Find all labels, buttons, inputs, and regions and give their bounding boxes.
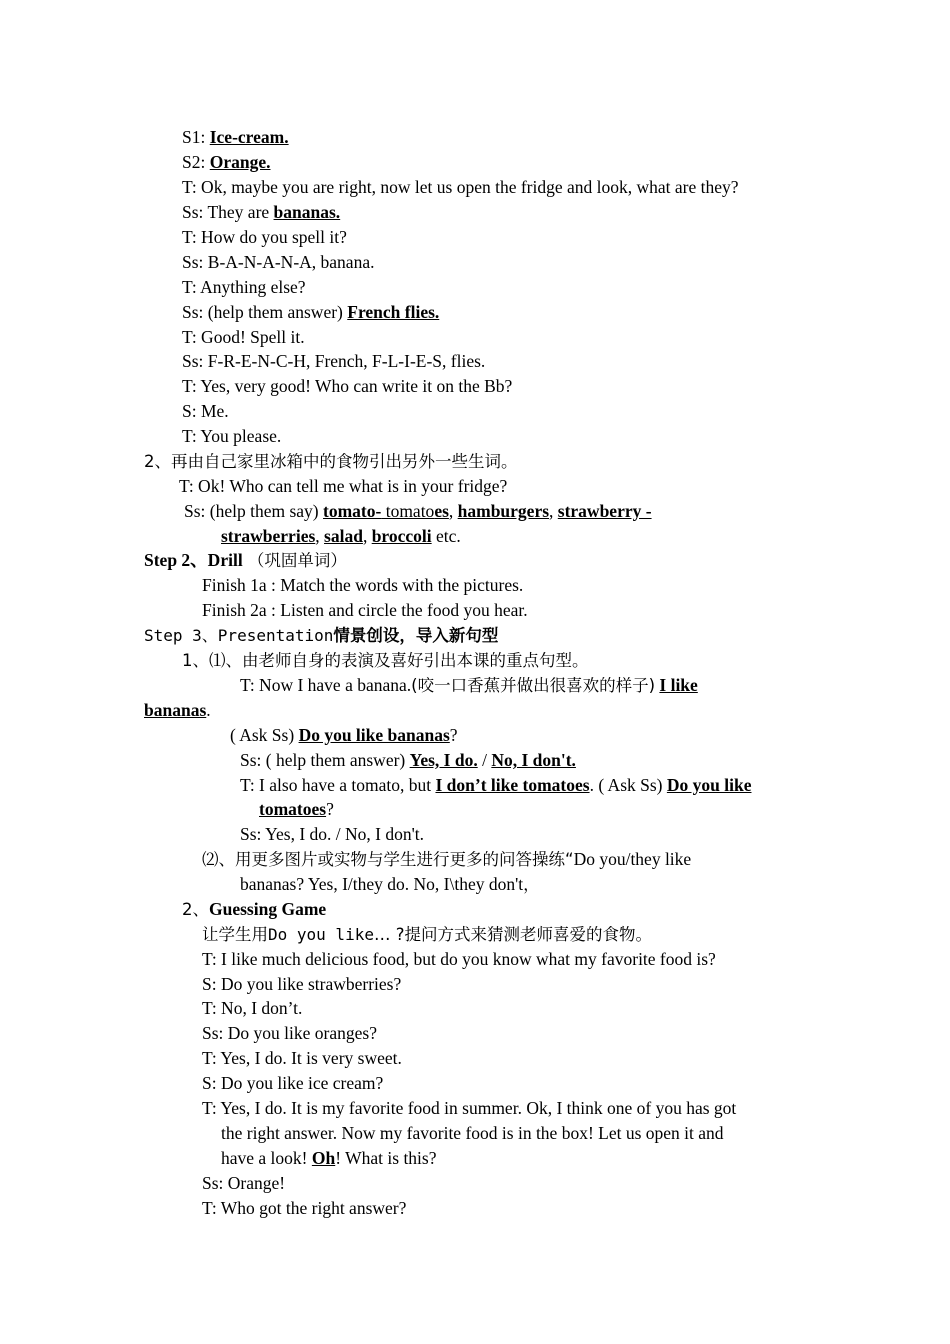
- text-run: bananas? Yes, I/they do. No, I\they don't: [240, 874, 524, 894]
- text-run: ⑵、用更多图片或实物与学生进行更多的问答操练“: [202, 850, 574, 869]
- text-run: S2:: [182, 152, 210, 172]
- dialogue-line: [182, 125, 289, 149]
- dialogue-line: [202, 996, 302, 1020]
- text-run: Step 3、Presentation: [144, 626, 334, 645]
- text-run: etc.: [431, 526, 461, 546]
- text-run: the right answer. Now my favorite food is in the box! Let us open it and: [221, 1123, 724, 1143]
- text-run: T: I like much delicious food, but do you know what my favorite food is?: [202, 949, 716, 969]
- text-run: 2、: [182, 900, 209, 919]
- dialogue-line: [202, 1046, 402, 1070]
- text-run: T: Who got the right answer?: [202, 1198, 407, 1218]
- dialogue-line: [182, 325, 305, 349]
- text-run: strawberry -: [557, 501, 652, 521]
- dialogue-line: [182, 424, 281, 448]
- dialogue-line: [240, 773, 751, 797]
- dialogue-line: [182, 399, 229, 423]
- dialogue-line-continuation: [221, 524, 461, 548]
- dialogue-line: [202, 1196, 406, 1220]
- text-run: Yes, I do.: [409, 750, 478, 770]
- text-run: broccoli: [371, 526, 432, 546]
- text-run: S1:: [182, 127, 210, 147]
- text-run: T: No, I don’t.: [202, 998, 303, 1018]
- task-line: [202, 573, 523, 597]
- text-run: T: I also have a tomato, but: [240, 775, 436, 795]
- step-heading: [144, 548, 347, 573]
- dialogue-line: [240, 673, 698, 698]
- text-run: ,: [549, 501, 558, 521]
- dialogue-line: [202, 1171, 285, 1195]
- text-run: Ss: F-R-E-N-C-H, French, F-L-I-E-S, flies.: [182, 351, 486, 371]
- dialogue-line: [182, 349, 485, 373]
- text-run: T: Good! Spell it.: [182, 327, 305, 347]
- text-run: ,: [362, 526, 372, 546]
- text-run: T: Yes, I do. It is my favorite food in summer. Ok, I think one of you has got: [202, 1098, 737, 1118]
- text-run: Ss: ( help them answer): [240, 750, 410, 770]
- text-run: hamburgers: [457, 501, 550, 521]
- text-run: Do you like: [268, 925, 374, 944]
- task-line: [202, 598, 528, 622]
- section-instruction-continuation: [240, 872, 540, 897]
- dialogue-line: [182, 175, 739, 199]
- text-run: T: How do you spell it?: [182, 227, 347, 247]
- dialogue-line-continuation: [221, 1121, 724, 1145]
- text-run: T: You please.: [182, 426, 282, 446]
- dialogue-line: [179, 474, 507, 498]
- text-run: Step 2、Drill: [144, 550, 243, 570]
- text-run: Oh: [311, 1148, 336, 1168]
- text-run: 1、⑴、由老师自身的表演及喜好引出本课的重点句型。: [182, 651, 589, 670]
- text-run: T: Ok! Who can tell me what is in your fridge?: [179, 476, 508, 496]
- text-run: I don’t like tomatoes: [435, 775, 590, 795]
- dialogue-line: [240, 822, 424, 846]
- text-run: bananas.: [273, 202, 341, 222]
- text-run: No, I don't.: [491, 750, 576, 770]
- text-run: S: Me.: [182, 401, 229, 421]
- text-run: T: Ok, maybe you are right, now let us open the fridge and look, what are they?: [182, 177, 739, 197]
- dialogue-line: [202, 1071, 383, 1095]
- dialogue-line-continuation: [221, 1146, 437, 1170]
- text-run: Ss: (help them answer): [182, 302, 348, 322]
- text-run: ,: [448, 501, 454, 521]
- dialogue-line: [202, 1096, 736, 1120]
- text-run: 让学生用: [202, 925, 268, 944]
- dialogue-line: [202, 947, 716, 971]
- text-run: . ( Ask Ss): [589, 775, 667, 795]
- text-run: ?: [326, 799, 334, 819]
- dialogue-line: [202, 972, 401, 996]
- text-run: tomato-: [323, 501, 382, 521]
- dialogue-line: [182, 225, 347, 249]
- text-run: Do you like bananas: [298, 725, 450, 745]
- text-run: /: [477, 750, 492, 770]
- text-run: ?: [449, 725, 458, 745]
- text-run: T: Yes, very good! Who can write it on the Bb?: [182, 376, 513, 396]
- dialogue-line: [230, 723, 458, 747]
- text-run: strawberries: [221, 526, 316, 546]
- text-run: (咬一口香蕉并做出很喜欢的样子): [411, 676, 656, 695]
- step-heading: [144, 623, 498, 648]
- text-run: S: Do you like strawberries?: [202, 974, 402, 994]
- dialogue-line: [182, 250, 374, 274]
- text-run: Do you like: [666, 775, 752, 795]
- text-run: bananas: [144, 700, 207, 720]
- section-instruction: [182, 648, 589, 673]
- dialogue-line: [184, 499, 652, 523]
- text-run: Ss: Yes, I do. / No, I don't.: [240, 824, 425, 844]
- dialogue-line: [182, 300, 439, 324]
- text-run: es: [434, 501, 449, 521]
- text-run: 情景创设，导入新句型: [333, 626, 499, 645]
- dialogue-line: [182, 275, 306, 299]
- dialogue-line: [182, 374, 512, 398]
- text-run: salad: [324, 526, 363, 546]
- dialogue-line: [202, 1021, 377, 1045]
- text-run: I like: [659, 675, 698, 695]
- text-run: Orange.: [209, 152, 271, 172]
- text-run: Ss: Do you like oranges?: [202, 1023, 377, 1043]
- subsection-heading: [182, 897, 326, 922]
- text-run: tomatoes: [259, 799, 327, 819]
- text-run: ，: [523, 875, 540, 894]
- text-run: Finish 2a : Listen and circle the food you hear.: [202, 600, 528, 620]
- text-run: Finish 1a : Match the words with the pictures.: [202, 575, 524, 595]
- text-run: ( Ask Ss): [230, 725, 299, 745]
- text-run: T: Anything else?: [182, 277, 306, 297]
- text-run: Ss: Orange!: [202, 1173, 286, 1193]
- text-run: ,: [315, 526, 325, 546]
- text-run: S: Do you like ice cream?: [202, 1073, 384, 1093]
- text-run: Guessing Game: [209, 899, 327, 919]
- text-run: have a look!: [221, 1148, 312, 1168]
- text-run: French flies.: [347, 302, 440, 322]
- section-instruction: [202, 922, 652, 947]
- text-run: Do you/they like: [573, 849, 692, 869]
- dialogue-line-continuation: [259, 797, 334, 821]
- text-run: Ss: (help them say): [184, 501, 324, 521]
- dialogue-line: [182, 200, 340, 224]
- text-run: （巩固单词）: [242, 551, 347, 570]
- text-run: T: Now I have a banana.: [240, 675, 412, 695]
- text-run: tomato: [381, 501, 435, 521]
- text-run: … ?提问方式来猜测老师喜爱的食物。: [373, 925, 652, 944]
- dialogue-line: [240, 748, 576, 772]
- section-instruction: [202, 847, 691, 872]
- text-run: T: Yes, I do. It is very sweet.: [202, 1048, 402, 1068]
- text-run: Ice-cream.: [209, 127, 289, 147]
- text-run: ! What is this?: [335, 1148, 437, 1168]
- dialogue-line-continuation: [144, 698, 211, 722]
- text-run: 2、再由自己家里冰箱中的食物引出另外一些生词。: [144, 452, 518, 471]
- text-run: Ss: They are: [182, 202, 274, 222]
- section-instruction: [144, 449, 518, 474]
- dialogue-line: [182, 150, 271, 174]
- text-run: .: [206, 700, 211, 720]
- text-run: Ss: B-A-N-A-N-A, banana.: [182, 252, 375, 272]
